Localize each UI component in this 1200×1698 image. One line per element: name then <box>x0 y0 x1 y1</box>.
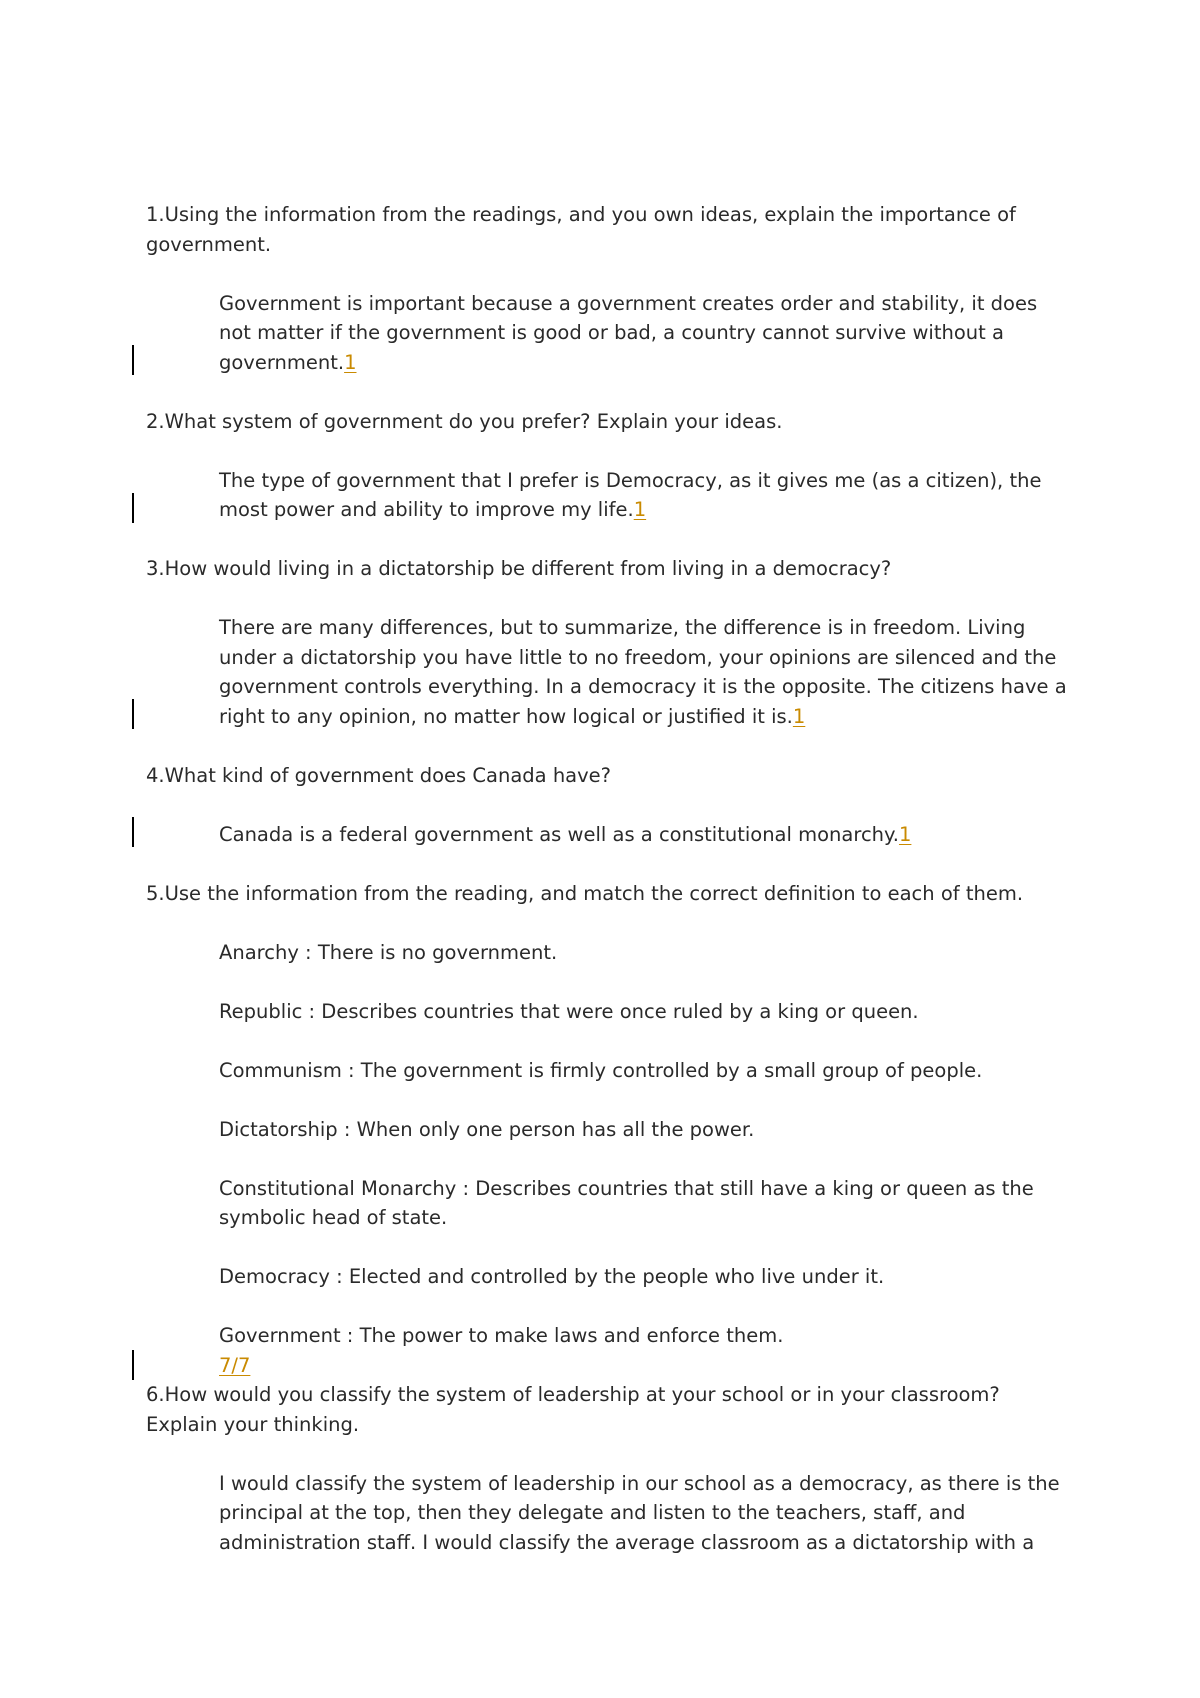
question-1: 1.Using the information from the readings, and you own ideas, explain the importance of government. <box>146 203 1016 256</box>
margin-marker <box>132 1350 134 1380</box>
definition-republic: Republic : Describes countries that were once ruled by a king or queen. <box>219 999 919 1023</box>
answer-4 <box>219 820 1069 850</box>
answer-1-text: Government is important because a government creates order and stability, it does not matter if the government is good or bad, a country cannot survive without a government. <box>219 291 1038 374</box>
answer-2 <box>219 466 1069 525</box>
score-5[interactable]: 7/7 <box>219 1353 251 1377</box>
question-2: 2.What system of government do you prefer? Explain your ideas. <box>146 409 783 433</box>
score-5-line <box>219 1351 1076 1381</box>
answer-2-text: The type of government that I prefer is Democracy, as it gives me (as a citizen), the most power and ability to improve my life. <box>219 468 1042 521</box>
document-body <box>146 200 1076 1587</box>
definition-dictatorship: Dictatorship : When only one person has all the power. <box>219 1117 755 1141</box>
definition-government: Government : The power to make laws and enforce them. <box>219 1324 784 1347</box>
answer-3-text: There are many differences, but to summarize, the difference is in freedom. Living under a dictatorship you have little to no freedom, your opinions are silenced and the government controls everything. In a democracy it is the opposite. The citizens have a right to any opinion, no matter how logical or justified it is. <box>219 616 1067 728</box>
answer-3 <box>219 613 1069 731</box>
score-3[interactable]: 1 <box>792 704 806 728</box>
margin-marker <box>132 493 134 523</box>
score-4[interactable]: 1 <box>898 822 912 846</box>
margin-marker <box>132 817 134 847</box>
definition-communism: Communism : The government is firmly controlled by a small group of people. <box>219 1058 983 1082</box>
definition-constitutional-monarchy: Constitutional Monarchy : Describes countries that still have a king or queen as the symbolic head of state. <box>219 1176 1034 1229</box>
question-4: 4.What kind of government does Canada have? <box>146 763 612 787</box>
definition-anarchy: Anarchy : There is no government. <box>219 940 558 964</box>
definition-democracy: Democracy : Elected and controlled by the people who live under it. <box>219 1265 885 1288</box>
question-3: 3.How would living in a dictatorship be different from living in a democracy? <box>146 557 892 580</box>
score-1[interactable]: 1 <box>344 350 357 374</box>
margin-marker <box>132 699 134 729</box>
answer-6: I would classify the system of leadership in our school as a democracy, as there is the principal at the top, then they delegate and listen to the teachers, staff, and administration staff. I would classify the average classroom as a dictatorship with a <box>219 1471 1060 1554</box>
score-2[interactable]: 1 <box>633 498 647 521</box>
question-5: 5.Use the information from the reading, and match the correct definition to each of them. <box>146 881 1024 905</box>
answer-4-text: Canada is a federal government as well as a constitutional monarchy. <box>219 822 899 846</box>
margin-marker <box>132 345 134 375</box>
question-6: 6.How would you classify the system of leadership at your school or in your classroom? Explain your thinking. <box>146 1383 1000 1436</box>
answer-1 <box>219 289 1069 378</box>
